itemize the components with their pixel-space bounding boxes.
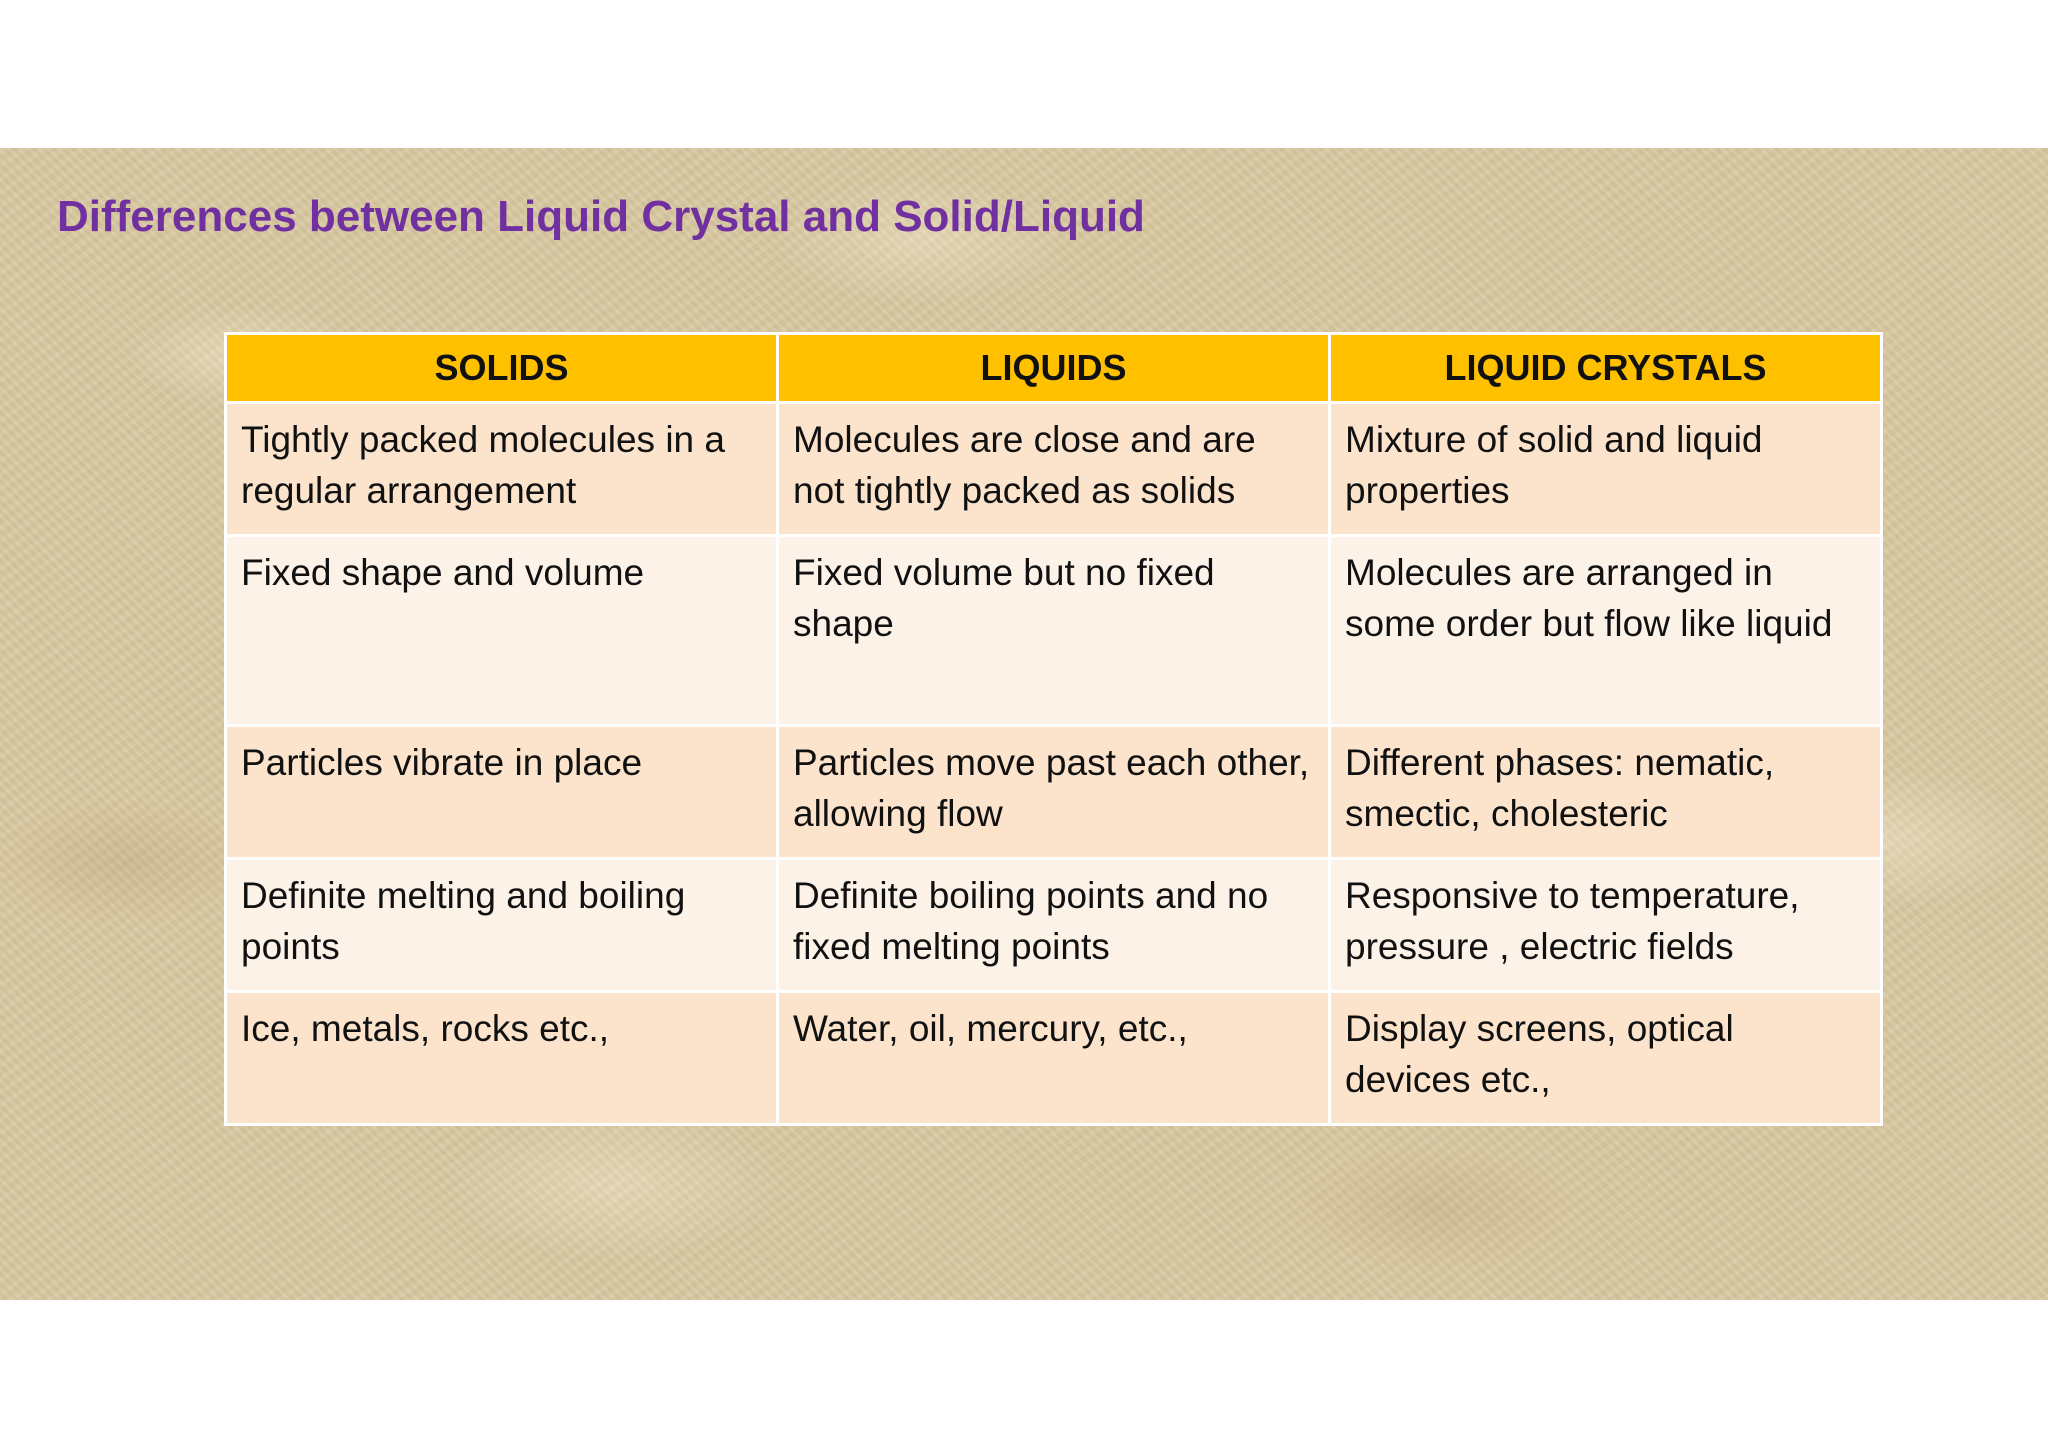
slide bbox=[0, 148, 2048, 1300]
table-cell: Responsive to temperature, pressure , electric fields bbox=[1330, 859, 1882, 992]
header-liquids: LIQUIDS bbox=[778, 334, 1330, 403]
table-cell: Molecules are close and are not tightly packed as solids bbox=[778, 403, 1330, 536]
table-row bbox=[226, 403, 1882, 536]
table-cell: Mixture of solid and liquid properties bbox=[1330, 403, 1882, 536]
table-row bbox=[226, 536, 1882, 726]
table-row bbox=[226, 859, 1882, 992]
table-row bbox=[226, 726, 1882, 859]
header-liquid-crystals: LIQUID CRYSTALS bbox=[1330, 334, 1882, 403]
table-cell: Fixed shape and volume bbox=[226, 536, 778, 726]
table-cell: Particles move past each other, allowing flow bbox=[778, 726, 1330, 859]
table-cell: Definite boiling points and no fixed melting points bbox=[778, 859, 1330, 992]
table-cell: Water, oil, mercury, etc., bbox=[778, 992, 1330, 1125]
table-cell: Tightly packed molecules in a regular arrangement bbox=[226, 403, 778, 536]
comparison-table bbox=[224, 332, 1883, 1126]
table-cell: Different phases: nematic, smectic, cholesteric bbox=[1330, 726, 1882, 859]
header-solids: SOLIDS bbox=[226, 334, 778, 403]
table-cell: Definite melting and boiling points bbox=[226, 859, 778, 992]
table-cell: Ice, metals, rocks etc., bbox=[226, 992, 778, 1125]
table-cell: Display screens, optical devices etc., bbox=[1330, 992, 1882, 1125]
table-cell: Molecules are arranged in some order but flow like liquid bbox=[1330, 536, 1882, 726]
table-row bbox=[226, 992, 1882, 1125]
slide-title: Differences between Liquid Crystal and Solid/Liquid bbox=[57, 192, 1145, 241]
table-cell: Fixed volume but no fixed shape bbox=[778, 536, 1330, 726]
table-cell: Particles vibrate in place bbox=[226, 726, 778, 859]
table-header-row bbox=[226, 334, 1882, 403]
